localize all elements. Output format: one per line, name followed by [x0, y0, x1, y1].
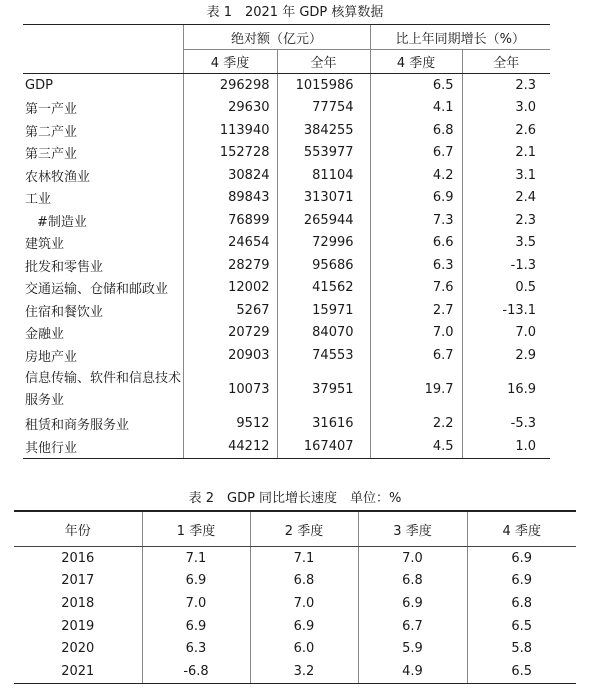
abs-year-value: 81104	[277, 164, 370, 187]
growth-q1-cell: 6.9	[142, 615, 250, 638]
growth-q4-cell: 6.9	[467, 547, 576, 570]
abs-year-value: 265944	[277, 209, 370, 232]
table-row	[14, 570, 576, 593]
table-row	[23, 209, 550, 232]
growth-q4-value: 6.8	[370, 119, 462, 142]
growth-year-value: 0.5	[462, 277, 550, 300]
growth-year-value: 7.0	[462, 322, 550, 345]
col-header-abs-q4: 4 季度	[183, 50, 277, 74]
table-row	[23, 74, 550, 97]
growth-q4-value: 2.2	[370, 413, 462, 436]
growth-q2-cell: 7.0	[250, 592, 358, 615]
growth-q3-cell: 7.0	[358, 547, 467, 570]
table-row	[14, 660, 576, 683]
growth-q3-cell: 4.9	[358, 660, 467, 683]
growth-q4-cell: 6.8	[467, 592, 576, 615]
abs-q4-value: 76899	[183, 209, 277, 232]
abs-q4-value: 29630	[183, 97, 277, 120]
abs-year-value: 84070	[277, 322, 370, 345]
growth-year-value: 2.9	[462, 344, 550, 367]
abs-year-value: 77754	[277, 97, 370, 120]
abs-q4-value: 5267	[183, 299, 277, 322]
table-row	[23, 413, 550, 436]
table-row	[23, 97, 550, 120]
growth-year-value: 2.4	[462, 187, 550, 210]
abs-q4-value: 30824	[183, 164, 277, 187]
growth-q4-value: 2.7	[370, 299, 462, 322]
abs-year-value: 31616	[277, 413, 370, 436]
growth-q2-cell: 3.2	[250, 660, 358, 683]
industry-name: 住宿和餐饮业	[25, 304, 104, 320]
group-header-growth: 比上年同期增长（%）	[370, 25, 550, 50]
table-row	[23, 254, 550, 277]
table-row	[23, 344, 550, 367]
col-header-abs-year: 全年	[277, 50, 370, 74]
industry-name: 其他行业	[23, 435, 183, 458]
growth-q3-cell: 6.9	[358, 592, 467, 615]
abs-year-value: 74553	[277, 344, 370, 367]
growth-q4-value: 4.1	[370, 97, 462, 120]
col-header-q1: 1 季度	[142, 511, 250, 547]
industry-name: 工业	[25, 192, 52, 208]
year-cell: 2018	[61, 595, 95, 611]
abs-q4-value: 44212	[183, 435, 277, 458]
abs-year-value: 313071	[277, 187, 370, 210]
growth-q1-cell: -6.8	[142, 660, 250, 683]
growth-q4-value: 7.0	[370, 322, 462, 345]
abs-q4-value: 296298	[183, 74, 277, 97]
growth-q3-cell: 5.9	[358, 637, 467, 660]
industry-name: #制造业	[37, 214, 87, 230]
row-header-blank-2	[23, 50, 183, 74]
growth-q3-cell: 6.7	[358, 615, 467, 638]
abs-q4-value: 113940	[183, 119, 277, 142]
abs-year-value: 553977	[277, 142, 370, 165]
growth-q4-value: 7.6	[370, 277, 462, 300]
growth-q1-cell: 6.9	[142, 570, 250, 593]
abs-q4-value: 20729	[183, 322, 277, 345]
industry-name: 交通运输、仓储和邮政业	[25, 282, 169, 298]
table-row	[23, 142, 550, 165]
growth-q1-cell: 6.3	[142, 637, 250, 660]
table-row	[14, 592, 576, 615]
growth-year-value: -13.1	[462, 299, 550, 322]
growth-q3-cell: 6.8	[358, 570, 467, 593]
growth-q2-cell: 7.1	[250, 547, 358, 570]
abs-year-value: 167407	[277, 435, 370, 458]
table-row	[14, 615, 576, 638]
col-header-q4: 4 季度	[467, 511, 576, 547]
growth-q4-value: 4.2	[370, 164, 462, 187]
group-header-absolute: 绝对额（亿元）	[183, 25, 370, 50]
abs-q4-value: 24654	[183, 232, 277, 255]
table-row	[23, 435, 550, 458]
abs-q4-value: 9512	[183, 413, 277, 436]
industry-name: 金融业	[25, 327, 65, 343]
col-header-q3: 3 季度	[358, 511, 467, 547]
table-row	[23, 232, 550, 255]
table-row	[23, 322, 550, 345]
growth-q2-cell: 6.8	[250, 570, 358, 593]
table-row	[23, 299, 550, 322]
abs-year-value: 384255	[277, 119, 370, 142]
abs-q4-value: 10073	[183, 367, 277, 413]
growth-q4-value: 6.5	[370, 74, 462, 97]
industry-name: 第二产业	[25, 124, 78, 140]
industry-name: 第三产业	[25, 147, 78, 163]
growth-q4-value: 4.5	[370, 435, 462, 458]
table2-caption: 表 2 GDP 同比增长速度 单位：%	[188, 491, 402, 506]
growth-q4-cell: 6.9	[467, 570, 576, 593]
growth-year-value: -1.3	[462, 254, 550, 277]
growth-q4-value: 6.9	[370, 187, 462, 210]
abs-q4-value: 152728	[183, 142, 277, 165]
abs-year-value: 41562	[277, 277, 370, 300]
industry-name: 租赁和商务服务业	[25, 418, 130, 434]
growth-q4-cell: 6.5	[467, 615, 576, 638]
industry-name: 农林牧渔业	[25, 169, 91, 185]
abs-q4-value: 12002	[183, 277, 277, 300]
col-header-growth-year: 全年	[462, 50, 550, 74]
table1-caption: 表 1 2021 年 GDP 核算数据	[206, 5, 384, 20]
table-row	[23, 367, 550, 413]
table-row	[23, 187, 550, 210]
growth-q4-value: 6.7	[370, 142, 462, 165]
col-header-year: 年份	[14, 511, 142, 547]
abs-year-value: 15971	[277, 299, 370, 322]
growth-q4-cell: 6.5	[467, 660, 576, 683]
abs-q4-value: 20903	[183, 344, 277, 367]
gdp-accounting-table	[23, 24, 550, 459]
industry-name: 第一产业	[25, 102, 78, 118]
growth-year-value: 3.5	[462, 232, 550, 255]
table-row	[14, 637, 576, 660]
year-cell: 2016	[61, 550, 95, 566]
year-cell: 2020	[61, 641, 95, 657]
row-header-blank	[23, 25, 183, 50]
growth-q4-value: 6.6	[370, 232, 462, 255]
growth-year-value: 1.0	[462, 435, 550, 458]
growth-q2-cell: 6.0	[250, 637, 358, 660]
growth-q4-value: 19.7	[370, 367, 462, 413]
industry-name: 信息传输、软件和信息技术服务业	[25, 370, 182, 408]
abs-q4-value: 89843	[183, 187, 277, 210]
growth-q4-cell: 5.8	[467, 637, 576, 660]
industry-name: 房地产业	[25, 349, 78, 365]
growth-year-value: 3.0	[462, 97, 550, 120]
growth-year-value: 3.1	[462, 164, 550, 187]
growth-year-value: 16.9	[462, 367, 550, 413]
abs-year-value: 95686	[277, 254, 370, 277]
table-row	[23, 164, 550, 187]
growth-q4-value: 7.3	[370, 209, 462, 232]
col-header-q2: 2 季度	[250, 511, 358, 547]
year-cell: 2017	[61, 573, 95, 589]
table-row	[14, 547, 576, 570]
growth-year-value: 2.3	[462, 74, 550, 97]
growth-q1-cell: 7.0	[142, 592, 250, 615]
growth-q4-value: 6.7	[370, 344, 462, 367]
growth-q1-cell: 7.1	[142, 547, 250, 570]
table-row	[23, 119, 550, 142]
industry-name: 建筑业	[25, 237, 65, 253]
growth-year-value: 2.1	[462, 142, 550, 165]
growth-q4-value: 6.3	[370, 254, 462, 277]
growth-year-value: 2.6	[462, 119, 550, 142]
growth-q2-cell: 6.9	[250, 615, 358, 638]
industry-name: 批发和零售业	[25, 259, 104, 275]
industry-name: GDP	[25, 77, 53, 93]
abs-year-value: 37951	[277, 367, 370, 413]
table-row	[23, 277, 550, 300]
abs-year-value: 72996	[277, 232, 370, 255]
abs-year-value: 1015986	[277, 74, 370, 97]
year-cell: 2021	[14, 660, 142, 683]
col-header-growth-q4: 4 季度	[370, 50, 462, 74]
growth-year-value: -5.3	[462, 413, 550, 436]
year-cell: 2019	[61, 618, 95, 634]
gdp-growth-table	[14, 510, 576, 684]
abs-q4-value: 28279	[183, 254, 277, 277]
growth-year-value: 2.3	[462, 209, 550, 232]
